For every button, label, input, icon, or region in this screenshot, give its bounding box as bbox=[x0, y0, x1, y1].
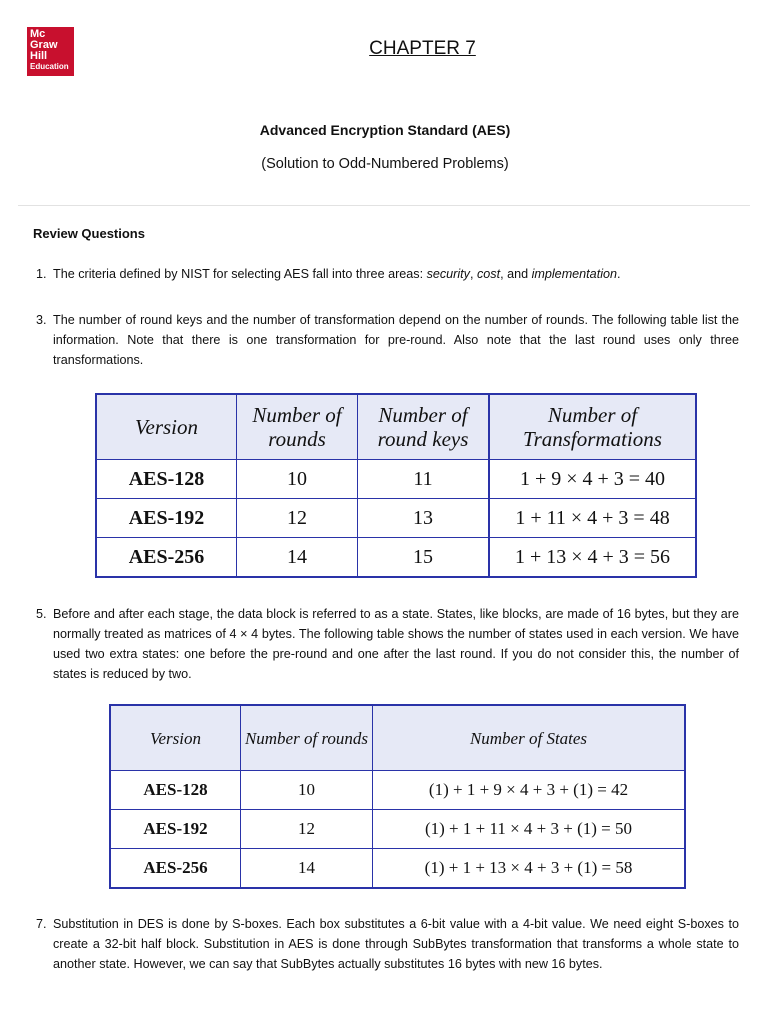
table-cell: AES-256 bbox=[96, 538, 237, 578]
states-table bbox=[109, 704, 686, 889]
question-text: Substitution in DES is done by S-boxes. Each box substitutes a 6-bit value with a 4-bit value. We need eight S-boxes to create a 32-bit half block. Substitution in AES is done through SubBytes transformation that transforms a whole state to another state. However, we can say that SubBytes actually substitutes 16 bytes with new 16 bytes. bbox=[53, 917, 739, 971]
table-cell: 12 bbox=[237, 499, 358, 538]
table-cell: 14 bbox=[241, 849, 373, 889]
table-header-row bbox=[110, 705, 685, 771]
table-row bbox=[110, 771, 685, 810]
column-header: Number of States bbox=[373, 705, 686, 771]
rounds-table bbox=[95, 393, 697, 578]
logo-line-2: Graw bbox=[30, 39, 58, 51]
table-cell: AES-128 bbox=[96, 460, 237, 499]
table-row bbox=[110, 849, 685, 889]
table-cell: 10 bbox=[241, 771, 373, 810]
question-number: 5. bbox=[36, 607, 47, 621]
column-header: Number of rounds bbox=[241, 705, 373, 771]
table-cell: 13 bbox=[358, 499, 490, 538]
table-cell: 12 bbox=[241, 810, 373, 849]
table-row bbox=[96, 460, 696, 499]
question-3 bbox=[33, 310, 739, 370]
table-cell: 1 + 11 × 4 + 3 = 48 bbox=[489, 499, 696, 538]
table-cell: AES-256 bbox=[110, 849, 241, 889]
question-number: 3. bbox=[36, 313, 47, 327]
question-text: Before and after each stage, the data block is referred to as a state. States, like blocks, are made of 16 bytes, but they are normally treated as matrices of 4 × 4 bytes. The following table shows the number of states used in each version. We have used two extra states: one before the pre-round and one after the last round. If you do not consider this, the number of states is reduced by two. bbox=[53, 607, 739, 681]
separator: , bbox=[469, 267, 477, 281]
question-7 bbox=[33, 914, 739, 974]
table-cell: 1 + 13 × 4 + 3 = 56 bbox=[489, 538, 696, 578]
table-header-row bbox=[96, 394, 696, 460]
chapter-heading: CHAPTER 7 bbox=[369, 38, 476, 59]
table-cell: AES-192 bbox=[110, 810, 241, 849]
table-cell: (1) + 1 + 9 × 4 + 3 + (1) = 42 bbox=[373, 771, 686, 810]
column-header: Number of round keys bbox=[358, 394, 490, 460]
question-text: The number of round keys and the number of transformation depend on the number of rounds. The following table list the information. Note that there is one transformation for pre-round. Also note that the last round uses only three transformations. bbox=[53, 313, 739, 367]
column-header: Version bbox=[96, 394, 237, 460]
table-cell: 1 + 9 × 4 + 3 = 40 bbox=[489, 460, 696, 499]
logo-line-1: Mc bbox=[30, 28, 46, 40]
table-cell: 14 bbox=[237, 538, 358, 578]
question-text: The criteria defined by NIST for selecting AES fall into three areas: bbox=[53, 267, 427, 281]
column-header: Number of Transformations bbox=[489, 394, 696, 460]
divider bbox=[18, 205, 750, 206]
table-cell: 10 bbox=[237, 460, 358, 499]
question-number: 7. bbox=[36, 917, 47, 931]
period: . bbox=[617, 267, 621, 281]
document-subtitle: (Solution to Odd-Numbered Problems) bbox=[261, 156, 509, 172]
term-cost: cost bbox=[476, 267, 501, 281]
table-row bbox=[110, 810, 685, 849]
table-cell: (1) + 1 + 13 × 4 + 3 + (1) = 58 bbox=[373, 849, 686, 889]
logo-line-3: Hill bbox=[30, 50, 48, 62]
column-header: Version bbox=[110, 705, 241, 771]
question-number: 1. bbox=[36, 267, 47, 281]
column-header: Number of rounds bbox=[237, 394, 358, 460]
separator: , and bbox=[500, 267, 532, 281]
document-title: Advanced Encryption Standard (AES) bbox=[259, 122, 511, 138]
table-cell: AES-128 bbox=[110, 771, 241, 810]
term-security: security bbox=[426, 267, 470, 281]
table-cell: AES-192 bbox=[96, 499, 237, 538]
section-title: Review Questions bbox=[33, 226, 145, 241]
logo-line-4: Education bbox=[30, 62, 69, 71]
table-row bbox=[96, 499, 696, 538]
question-5 bbox=[33, 604, 739, 684]
table-cell: 11 bbox=[358, 460, 490, 499]
table-cell: 15 bbox=[358, 538, 490, 578]
question-1 bbox=[33, 264, 739, 284]
table-cell: (1) + 1 + 11 × 4 + 3 + (1) = 50 bbox=[373, 810, 686, 849]
term-implementation: implementation bbox=[531, 267, 617, 281]
table-row bbox=[96, 538, 696, 578]
